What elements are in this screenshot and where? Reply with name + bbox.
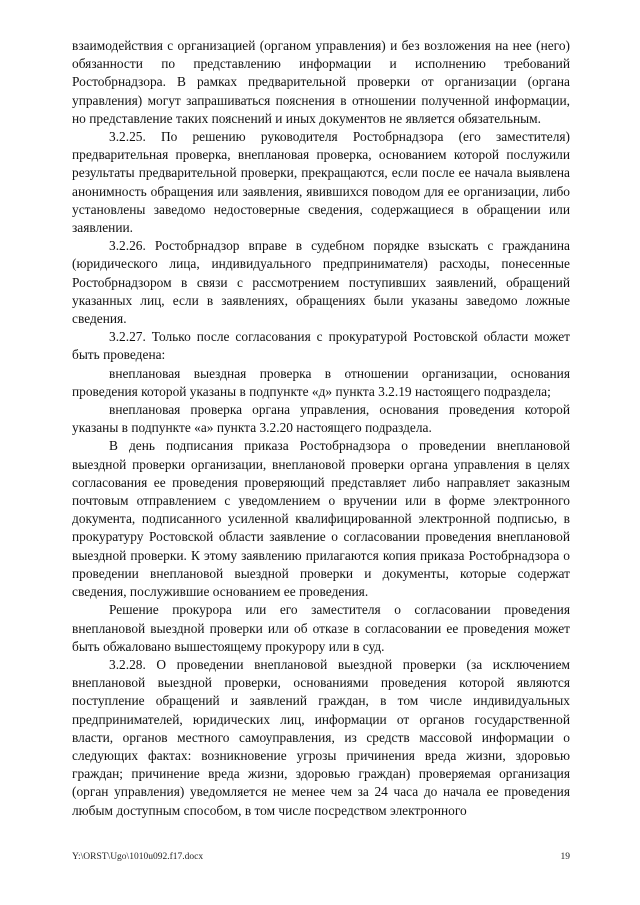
paragraph-3-2-26: 3.2.26. Ростобрнадзор вправе в судебном порядке взыскать с гражданина (юридического лица, индивидуального предпринимателя) расходы, понесенные Ростобрнадзором в связи с рассмотрением поступивших заявлений, обращений указанных лиц, если в заявлениях, обращениях были указаны заведомо ложные сведения. [72,238,570,327]
document-body [72,37,570,820]
list-item-unscheduled-onsite-inspection: внеплановая выездная проверка в отношении организации, основания проведения которой указаны в подпункте «д» пункта 3.2.19 настоящего подраздела; [72,365,570,399]
list-item-unscheduled-authority-inspection: внеплановая проверка органа управления, основания проведения которой указаны в подпункте «а» пункта 3.2.20 настоящего подраздела. [72,402,570,436]
page-number: 19 [560,852,570,862]
file-path: Y:\ORST\Ugo\1010u092.f17.docx [72,852,204,862]
paragraph-approval-procedure: В день подписания приказа Ростобрнадзора о проведении внеплановой выездной проверки организации, внеплановой проверки органа управления в целях согласования ее проведения проверяющий представляет либо направляет заказным почтовым отправлением с уведомлением о вручении или в форме электронного документа, подписанного усиленной квалифицированной электронной подписью, в прокуратуру Ростовской области заявление о согласовании проведения внеплановой выездной проверки. К этому заявлению прилагаются копия приказа Ростобрнадзора о проведении внеплановой выездной проверки и документы, которые содержат сведения, послужившие основанием ее проведения. [72,438,570,600]
paragraph-3-2-25: 3.2.25. По решению руководителя Ростобрнадзора (его заместителя) предварительная проверка, внеплановая проверка, основанием которой послужили результаты предварительной проверки, прекращаются, если после ее начала выявлена анонимность обращения или заявления, явившихся поводом для ее организации, либо установлены заведомо недостоверные сведения, содержащиеся в обращении или заявлении. [72,129,570,236]
paragraph-3-2-27: 3.2.27. Только после согласования с прокуратурой Ростовской области может быть проведена: [72,329,570,363]
paragraph-3-2-28: 3.2.28. О проведении внеплановой выездной проверки (за исключением внеплановой выездной проверки, основаниями проведения которой являются поступление обращений и заявлений граждан, в том числе индивидуальных предпринимателей, юридических лиц, информации от органов государственной власти, органов местного самоуправления, из средств массовой информации о следующих фактах: возникновение угрозы причинения вреда жизни, здоровью граждан; причинение вреда жизни, здоровью граждан) проверяемая организация (орган управления) уведомляется не менее чем за 24 часа до начала ее проведения любым доступным способом, в том числе посредством электронного [72,656,570,818]
paragraph-continuation: взаимодействия с организацией (органом управления) и без возложения на нее (него) обязанности по представлению информации и исполнению требований Ростобрнадзора. В рамках предварительной проверки от организации (органа управления) могут запрашиваться пояснения в отношении полученной информации, но представление таких пояснений и иных документов не является обязательным. [72,38,570,126]
paragraph-prosecutor-decision: Решение прокурора или его заместителя о согласовании проведения внеплановой выездной проверки или об отказе в согласовании ее проведения может быть обжаловано вышестоящему прокурору или в суд. [72,602,570,654]
